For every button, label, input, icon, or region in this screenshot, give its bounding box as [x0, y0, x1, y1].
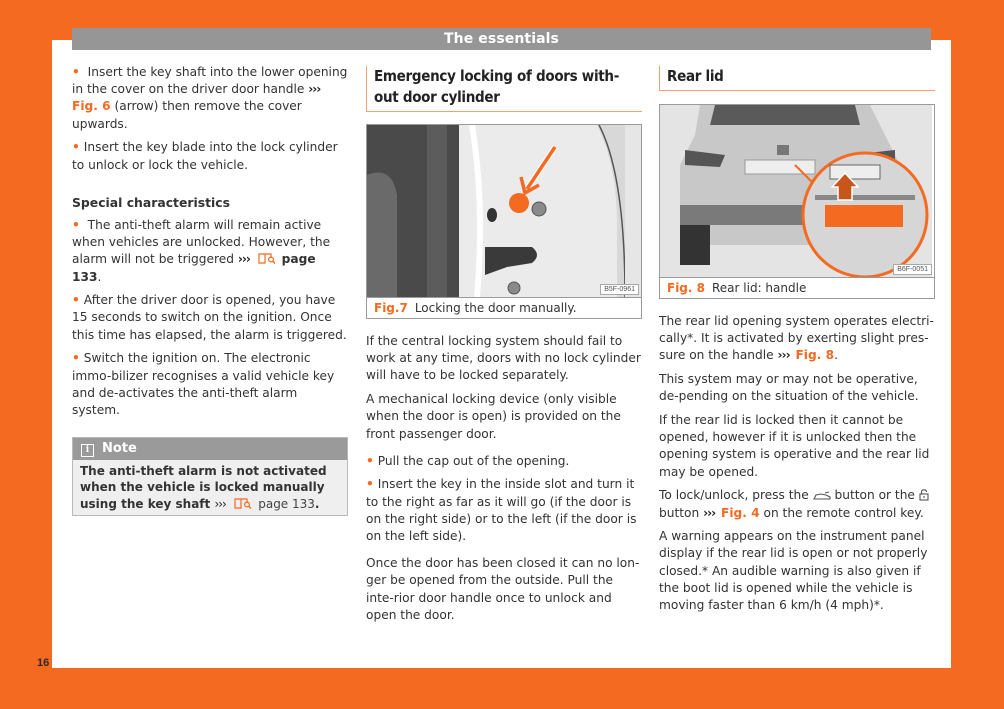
reference-arrow: ››› — [237, 252, 250, 267]
figure-caption: Fig.7 Locking the door manually. — [367, 298, 641, 318]
section-header: The essentials — [72, 28, 931, 50]
section-title-emergency-locking: Emergency locking of doors with-out door cylinder — [366, 66, 642, 112]
paragraph-central-locking-fail: If the central locking system should fail to work at any time, doors with no lock cylinder will have to be locked separately. — [366, 334, 641, 383]
column-2 — [366, 64, 642, 631]
paragraph-warning: A warning appears on the instrument panel display if the rear lid is open or not properly closed.* An audible warning is also given if the boot lid is opened while the vehicle is moving faster than 6 km/h (4 mph)*. — [659, 529, 928, 613]
paragraph-lock-unlock: To lock/unlock, press the button or the button ››› Fig. 4 on the remote control key. — [659, 487, 935, 521]
bullet-insert-key-blade: • Insert the key blade into the lock cylinder to unlock or lock the vehicle. — [72, 139, 348, 173]
page-number: 16 — [37, 657, 50, 669]
bullet-insert-key-slot: • Insert the key in the inside slot and turn it to the right as far as it will go (if the door is on the right side) or to the left (if the door is on the left side). — [366, 476, 642, 545]
page-133-link[interactable]: page 133 — [72, 252, 316, 284]
section-title-rear-lid: Rear lid — [659, 66, 935, 91]
bullet-alarm-active: • The anti-theft alarm will remain active when vehicles are unlocked. However, the alarm will not be triggered ››› page 133. — [72, 217, 348, 286]
bullet-switch-ignition: • Switch the ignition on. The electronic immo-bilizer recognises a valid vehicle key and de-activates the anti-theft alarm system. — [72, 350, 348, 419]
figure-caption: Fig. 8 Rear lid: handle — [660, 278, 934, 298]
rear-lid-illustration — [660, 105, 934, 278]
fig4-link[interactable]: Fig. 4 — [721, 505, 760, 520]
figure-7 — [366, 124, 642, 319]
paragraph-door-closed: Once the door has been closed it can no lon-ger be opened from the outside. Pull the inte-rior door handle once to unlock and open the door. — [366, 556, 640, 622]
figure-8 — [659, 104, 935, 299]
subheading-special-characteristics: Special characteristics — [72, 194, 231, 210]
reference-arrow: ››› — [214, 496, 226, 511]
paragraph-system-operative: This system may or may not be operative, de-pending on the situation of the vehicle. — [659, 372, 919, 404]
bullet-pull-cap: • Pull the cap out of the opening. — [366, 453, 642, 470]
note-box — [72, 437, 348, 516]
door-illustration — [367, 125, 641, 297]
bullet-insert-key-shaft: • Insert the key shaft into the lower opening in the cover on the driver door handle ››› Fig. 6 (arrow) then remove the cover upwards. — [72, 64, 348, 133]
door-lock-illustration — [367, 125, 641, 298]
figure-label: Fig.7 — [374, 301, 408, 315]
car-rear-illustration — [660, 105, 932, 277]
reference-arrow: ››› — [777, 348, 790, 363]
unlock-icon — [919, 489, 929, 501]
book-icon — [234, 497, 252, 509]
figure-label: Fig. 8 — [667, 281, 705, 295]
reference-arrow: ››› — [703, 505, 716, 520]
fig6-link[interactable]: Fig. 6 — [72, 99, 111, 114]
column-1 — [72, 64, 348, 516]
note-title: Note — [102, 441, 137, 457]
page-133-link[interactable]: page 133 — [258, 496, 315, 511]
info-icon: i — [81, 444, 94, 457]
paragraph-rear-lid-electric: The rear lid opening system operates electri-cally*. It is activated by exerting slight pres-sure on the handle ››› Fig. 8. — [659, 314, 934, 363]
figure-code: B6F-0051 — [893, 264, 932, 275]
book-icon — [258, 252, 276, 264]
figure-code: B5F-0961 — [600, 284, 639, 295]
paragraph-rear-lid-locked: If the rear lid is locked then it cannot be opened, however if it is unlocked then the opening system is operative and the rear lid may be opened. — [659, 413, 930, 479]
paragraph-mechanical-device: A mechanical locking device (only visible when the door is open) is provided on the front passenger door. — [366, 392, 621, 441]
note-body: The anti-theft alarm is not activated when the vehicle is locked manually using the key shaft ››› page 133. — [80, 464, 327, 511]
bullet-driver-door-opened: • After the driver door is opened, you have 15 seconds to switch on the ignition. Once this time has elapsed, the alarm is triggered. — [72, 292, 348, 344]
fig8-link[interactable]: Fig. 8 — [795, 348, 835, 363]
car-trunk-icon — [813, 491, 831, 501]
column-3 — [659, 64, 935, 621]
note-header — [73, 438, 347, 460]
reference-arrow: ››› — [308, 82, 321, 97]
